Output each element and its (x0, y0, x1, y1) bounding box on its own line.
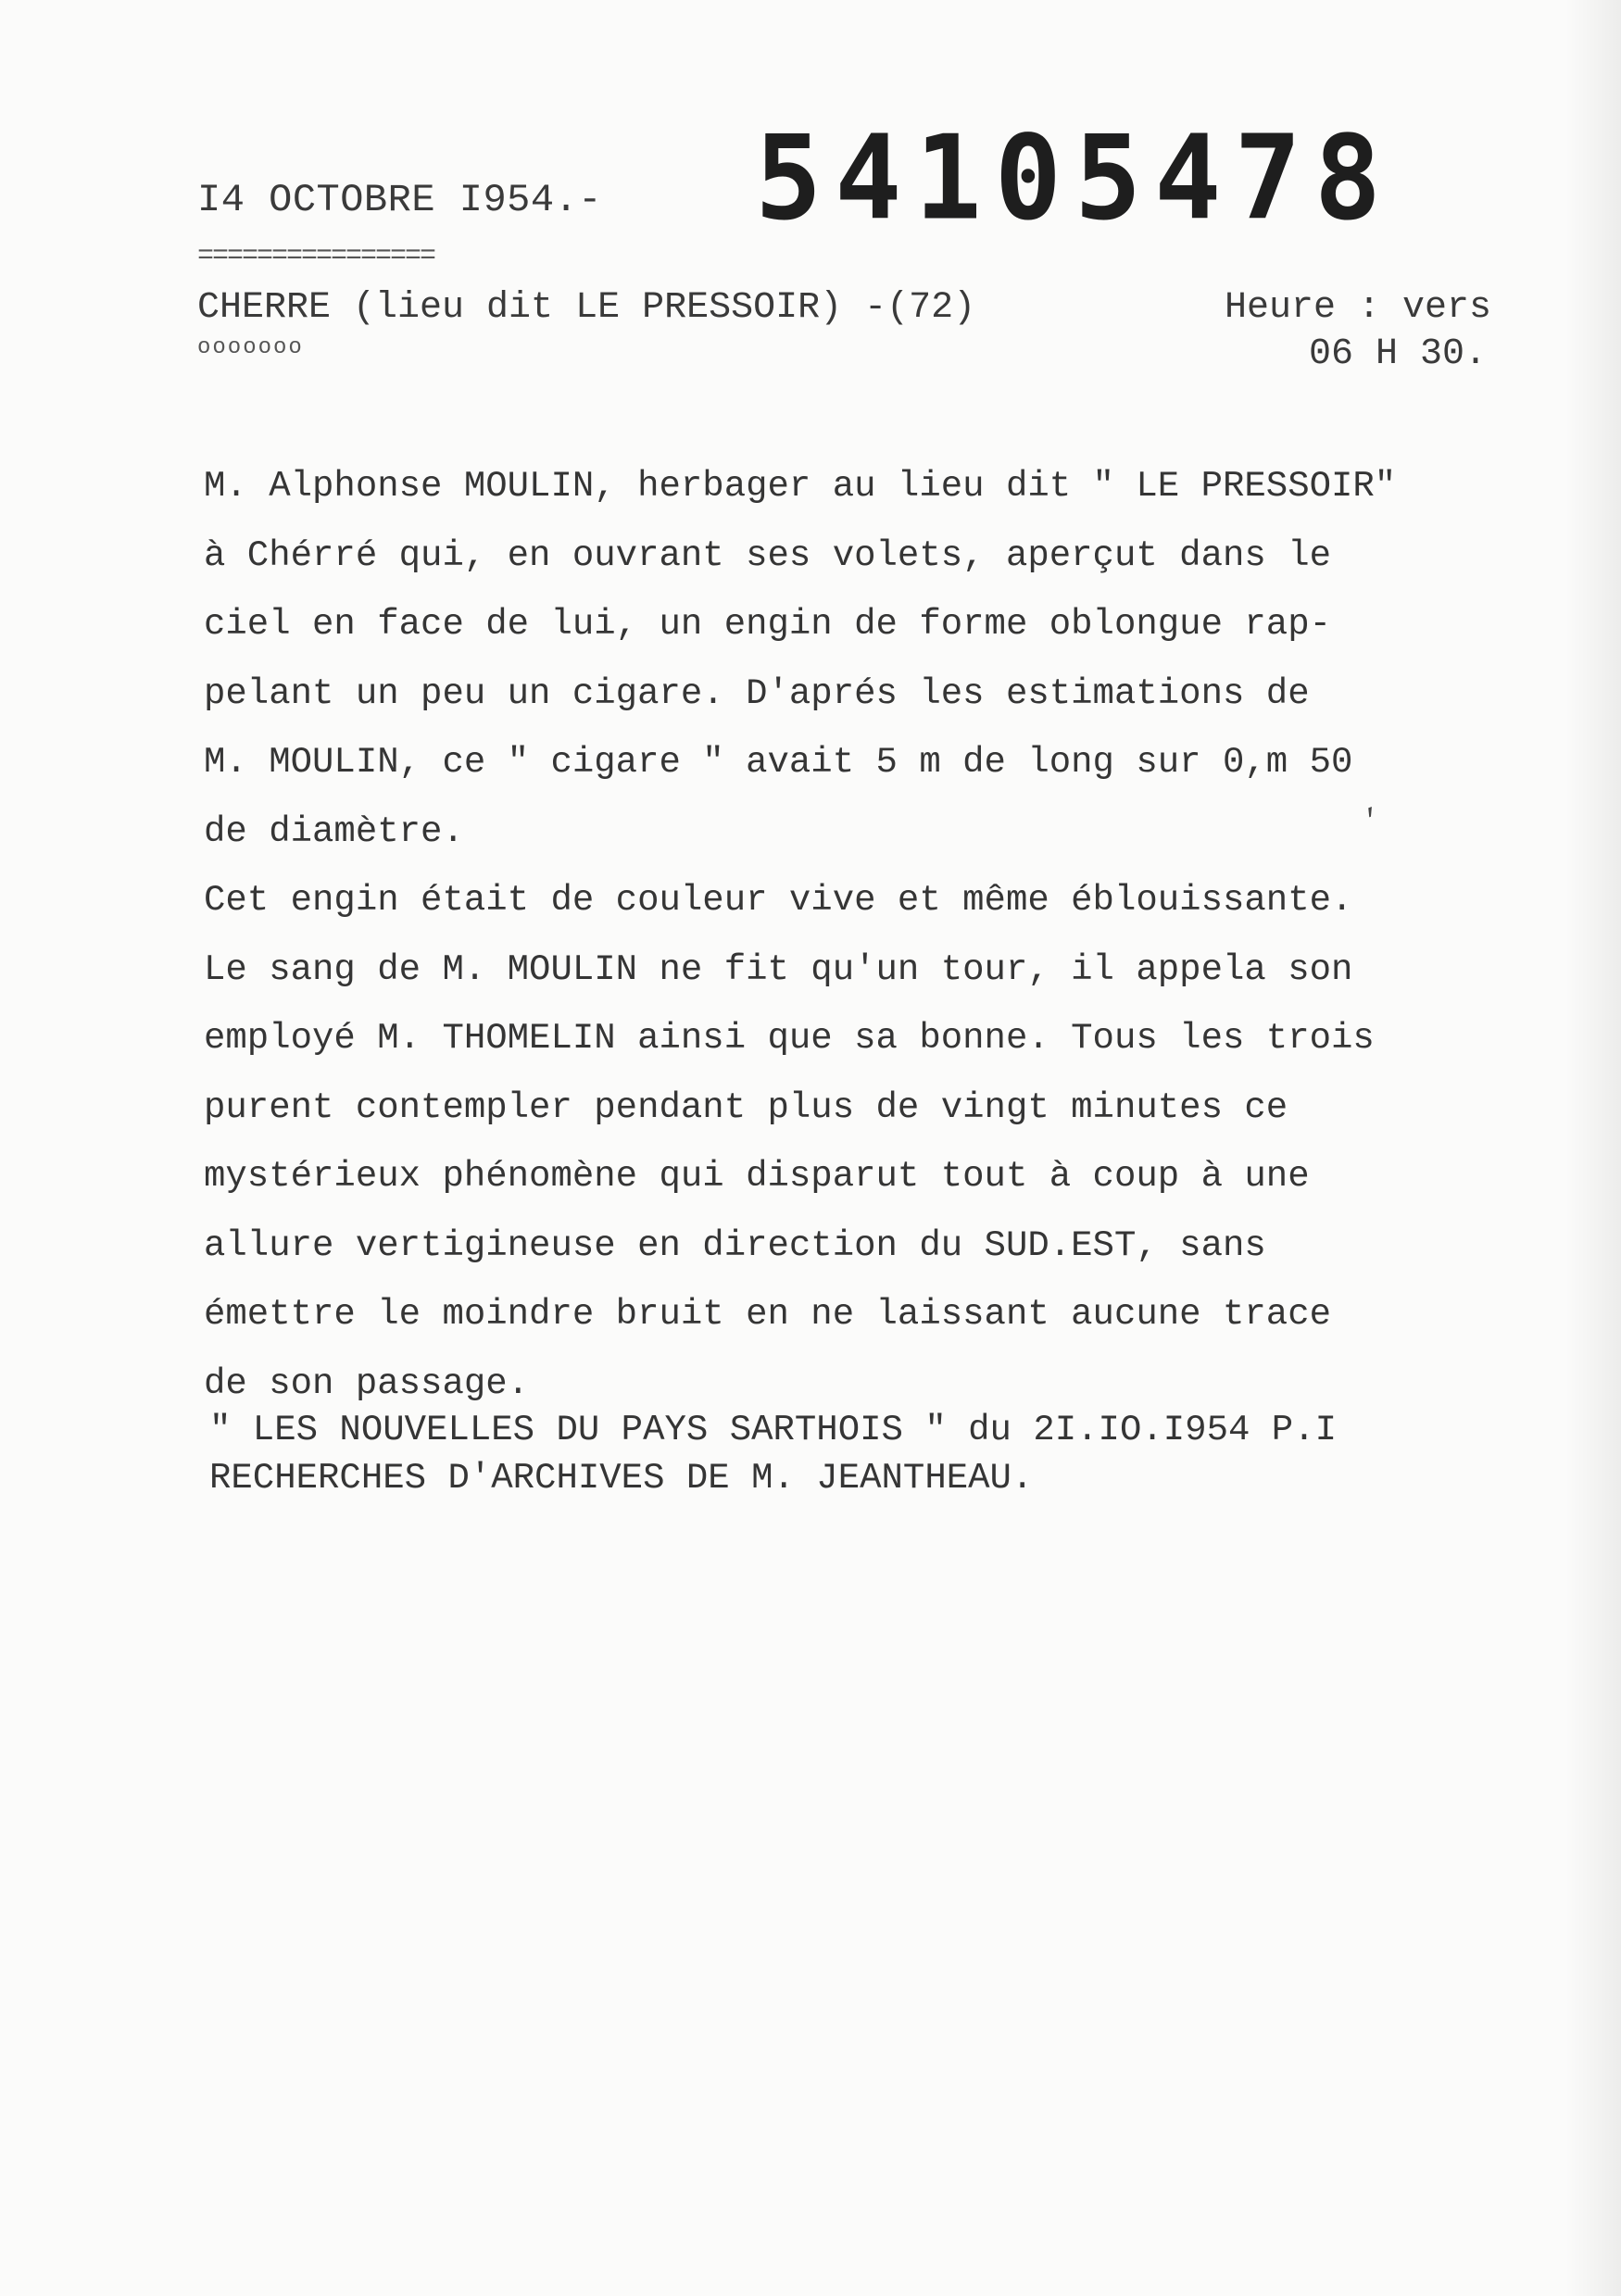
source-line: RECHERCHES D'ARCHIVES DE M. JEANTHEAU. (209, 1458, 1034, 1499)
body-text (204, 452, 1519, 1418)
body-line: mystérieux phénomène qui disparut tout à coup à une (204, 1156, 1310, 1197)
document-number-stamp: 54105478 (755, 111, 1394, 246)
body-line: M. MOULIN, ce " cigare " avait 5 m de long sur 0,m 50 (204, 742, 1353, 783)
body-line: Cet engin était de couleur vive et même éblouissante. (204, 880, 1353, 921)
time-value: 06 H 30. (1308, 333, 1487, 375)
body-line: pelant un peu un cigare. D'aprés les estimations de (204, 672, 1310, 714)
body-line: Le sang de M. MOULIN ne fit qu'un tour, il appela son (204, 948, 1353, 990)
source-line: " LES NOUVELLES DU PAYS SARTHOIS " du 2I.IO.I954 P.I (209, 1410, 1337, 1450)
body-line: de diamètre. (204, 810, 464, 852)
time-label: Heure : vers (1224, 287, 1491, 329)
body-line: purent contempler pendant plus de vingt minutes ce (204, 1086, 1288, 1128)
body-line: ciel en face de lui, un engin de forme oblongue rap- (204, 604, 1331, 645)
body-line: employé M. THOMELIN ainsi que sa bonne. Tous les trois (204, 1018, 1375, 1059)
body-line: émettre le moindre bruit en ne laissant aucune trace (204, 1294, 1331, 1335)
body-line: M. Alphonse MOULIN, herbager au lieu dit " LE PRESSOIR" (204, 466, 1397, 507)
date-underline: ================ (197, 241, 435, 272)
body-line: de son passage. (204, 1362, 530, 1404)
document-date: I4 OCTOBRE I954.- (197, 178, 602, 222)
source-citation (209, 1406, 1337, 1502)
body-line: allure vertigineuse en direction du SUD.EST, sans (204, 1224, 1266, 1266)
location-heading: CHERRE (lieu dit LE PRESSOIR) -(72) (197, 287, 976, 329)
ink-marks: , (1356, 786, 1384, 823)
body-line: à Chérré qui, en ouvrant ses volets, aperçut dans le (204, 534, 1331, 576)
location-underline: ooooooo (197, 335, 304, 360)
